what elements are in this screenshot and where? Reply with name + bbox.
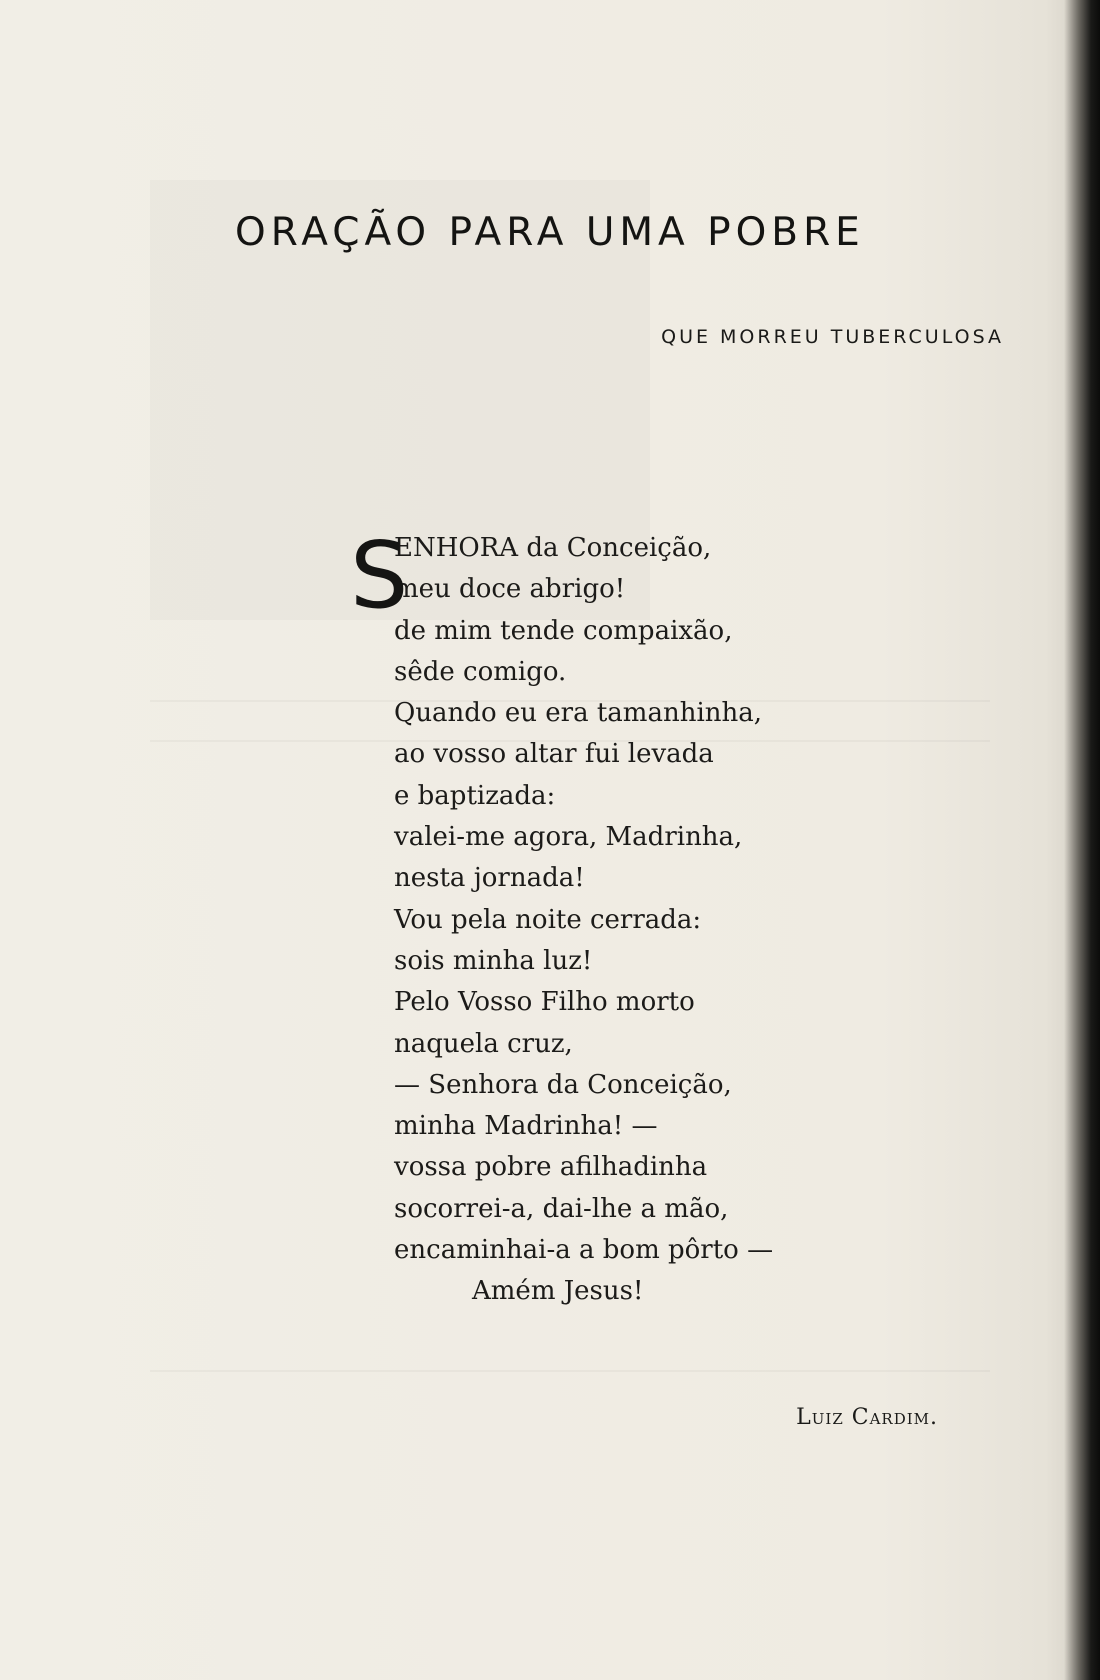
poem-line: nesta jornada!: [394, 863, 585, 894]
poem-line: Vou pela noite cerrada:: [394, 904, 702, 935]
poem-line: encaminhai-a a bom pôrto —: [394, 1235, 774, 1266]
poem-line: sois minha luz!: [394, 945, 593, 976]
poem-line: sêde comigo.: [394, 656, 567, 687]
poem-line: Pelo Vosso Filho morto: [394, 987, 695, 1018]
poem-line: ao vosso altar fui levada: [394, 739, 714, 770]
first-word-smallcaps: ENHORA: [394, 533, 519, 563]
poem-line: naquela cruz,: [394, 1028, 573, 1059]
book-spine-edge: [1064, 0, 1100, 1680]
bleed-through-text: [150, 1370, 990, 1372]
poem-line: Quando eu era tamanhinha,: [394, 698, 763, 729]
poem-line: e baptizada:: [394, 780, 556, 811]
poem-line: — Senhora da Conceição,: [394, 1069, 732, 1100]
poem-line: de mim tende compaixão,: [394, 615, 733, 646]
poem-line: vossa pobre afilhadinha: [394, 1152, 708, 1183]
drop-cap: S: [350, 522, 409, 629]
page-title: ORAÇÃO PARA UMA POBRE: [235, 210, 865, 255]
first-line-tail: da Conceição,: [518, 533, 712, 563]
poem: [350, 522, 830, 1313]
poem-final-line: Amém Jesus!: [472, 1276, 644, 1307]
author-signature: Luiz Cardim.: [796, 1405, 938, 1430]
poem-line: valei-me agora, Madrinha,: [394, 822, 743, 853]
poem-line: [394, 528, 830, 569]
page-subtitle: QUE MORREU TUBERCULOSA: [661, 326, 1004, 348]
poem-line: minha Madrinha! —: [394, 1111, 658, 1142]
poem-line: meu doce abrigo!: [394, 574, 626, 605]
poem-line: socorrei-a, dai-lhe a mão,: [394, 1193, 729, 1224]
